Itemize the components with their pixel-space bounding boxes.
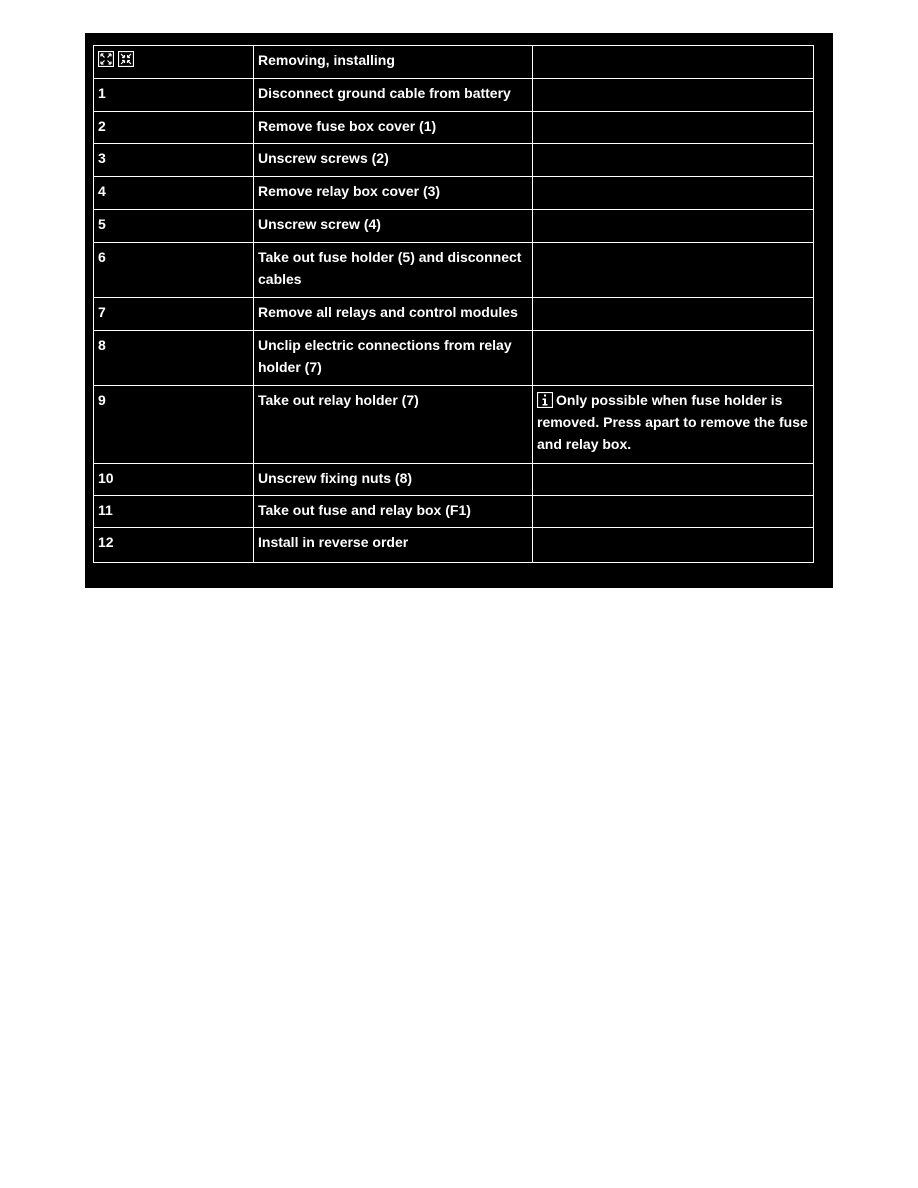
header-icons-cell — [94, 46, 254, 79]
remove-install-icon — [98, 51, 114, 67]
header-title: Removing, installing — [254, 46, 533, 79]
step-number: 1 — [94, 79, 254, 112]
step-action: Take out fuse and relay box (F1) — [254, 496, 533, 528]
step-note — [533, 464, 814, 496]
step-note — [533, 79, 814, 112]
step-action: Unscrew screws (2) — [254, 144, 533, 177]
step-note — [533, 112, 814, 144]
step-note — [533, 210, 814, 243]
table-row — [94, 386, 814, 464]
step-number: 9 — [94, 386, 254, 464]
table-row — [94, 298, 814, 331]
step-note — [533, 243, 814, 298]
step-action: Unscrew screw (4) — [254, 210, 533, 243]
table-row — [94, 79, 814, 112]
step-number: 12 — [94, 528, 254, 563]
step-action: Take out fuse holder (5) and disconnect cables — [254, 243, 533, 298]
step-number: 11 — [94, 496, 254, 528]
table-header-row — [94, 46, 814, 79]
step-action: Remove relay box cover (3) — [254, 177, 533, 210]
table-row — [94, 177, 814, 210]
info-icon — [537, 392, 553, 408]
step-number: 6 — [94, 243, 254, 298]
table-row — [94, 331, 814, 386]
step-action: Disconnect ground cable from battery — [254, 79, 533, 112]
step-note — [533, 144, 814, 177]
step-action: Install in reverse order — [254, 528, 533, 563]
step-action: Unscrew fixing nuts (8) — [254, 464, 533, 496]
step-note — [533, 177, 814, 210]
table-row — [94, 496, 814, 528]
step-note — [533, 298, 814, 331]
step-number: 8 — [94, 331, 254, 386]
procedure-panel — [85, 33, 833, 588]
step-action: Take out relay holder (7) — [254, 386, 533, 464]
step-number: 4 — [94, 177, 254, 210]
step-number: 7 — [94, 298, 254, 331]
table-row — [94, 243, 814, 298]
step-number: 5 — [94, 210, 254, 243]
step-note-with-info — [533, 386, 814, 464]
step-note — [533, 496, 814, 528]
header-note — [533, 46, 814, 79]
procedure-table — [93, 45, 814, 563]
remove-install-icon — [118, 51, 134, 67]
step-action: Unclip electric connections from relay holder (7) — [254, 331, 533, 386]
table-row — [94, 210, 814, 243]
step-action: Remove fuse box cover (1) — [254, 112, 533, 144]
step-note — [533, 331, 814, 386]
table-row — [94, 144, 814, 177]
table-row — [94, 464, 814, 496]
step-number: 3 — [94, 144, 254, 177]
step-number: 2 — [94, 112, 254, 144]
step-action: Remove all relays and control modules — [254, 298, 533, 331]
step-number: 10 — [94, 464, 254, 496]
step-note: Only possible when fuse holder is removed. Press apart to remove the fuse and relay box. — [537, 392, 808, 452]
table-row — [94, 528, 814, 563]
step-note — [533, 528, 814, 563]
table-row — [94, 112, 814, 144]
